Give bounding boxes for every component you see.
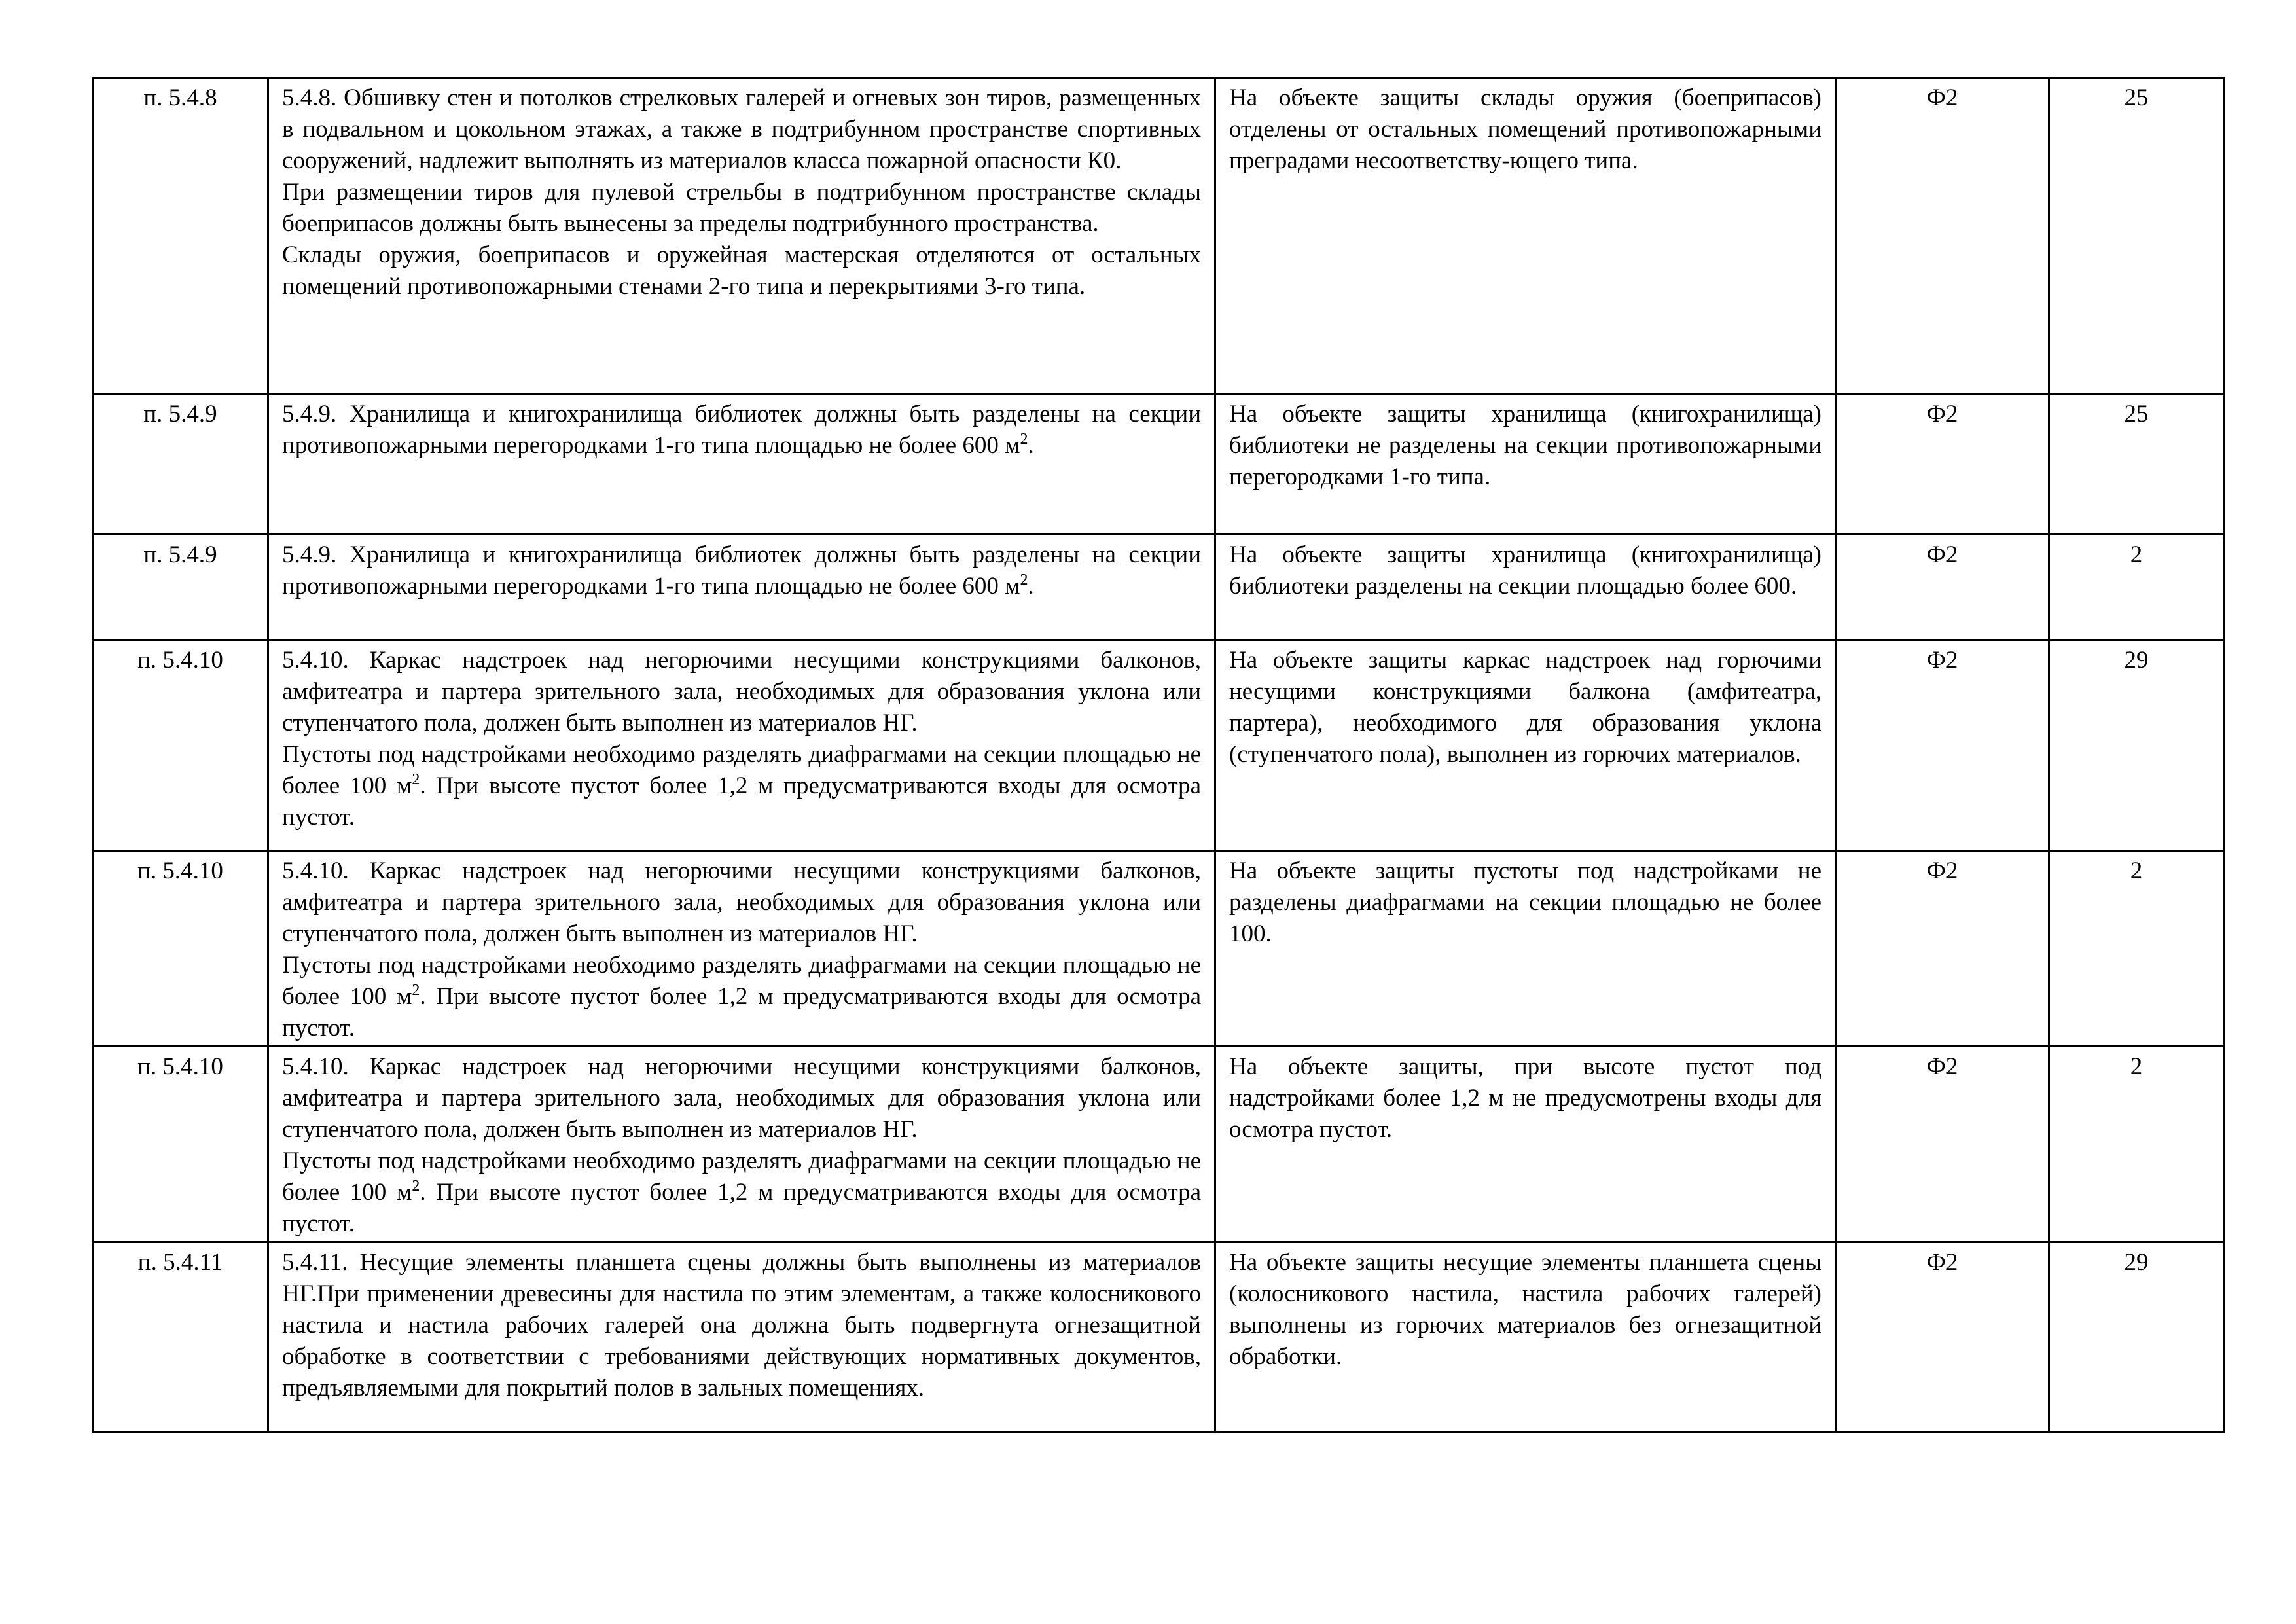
table-row [93,640,2224,851]
requirement-paragraph [282,739,1201,833]
violation-cell [1215,1047,1836,1242]
functional-class: Ф2 [1926,1053,1958,1080]
class-cell [1836,1047,2049,1242]
clause-ref: п. 5.4.10 [137,1053,223,1080]
clause-ref-cell [93,78,268,394]
violation-cell [1215,851,1836,1047]
violation-cell [1215,1242,1836,1432]
requirement-paragraph: 5.4.10. Каркас надстроек над негорючими несущими конструкциями балконов, амфитеатра и партера зрительного зала, необходимых для образования уклона или ступенчатого пола, должен быть выполнен из материалов НГ. [282,1053,1201,1143]
requirement-paragraph: 5.4.8. Обшивку стен и потолков стрелковых галерей и огневых зон тиров, размещенных в подвальном и цокольном этажах, а также в подтрибунном пространстве спортивных сооружений, надлежит выполнять из материалов класса пожарной опасности К0. [282,84,1201,174]
class-cell [1836,640,2049,851]
clause-ref-cell [93,1047,268,1242]
number-cell [2049,640,2224,851]
functional-class: Ф2 [1926,541,1958,568]
clause-ref: п. 5.4.10 [137,857,223,884]
superscript: 2 [412,771,420,788]
table-row [93,1047,2224,1242]
number-value: 25 [2124,84,2149,111]
requirement-text: Пустоты под надстройками необходимо разделять диафрагмами на секции площадью не более 100 м [282,741,1201,799]
table-row [93,394,2224,535]
class-cell [1836,535,2049,640]
requirement-text: Пустоты под надстройками необходимо разделять диафрагмами на секции площадью не более 100 м [282,1147,1201,1206]
violation-text: На объекте защиты каркас надстроек над горючими несущими конструкциями балкона (амфитеатра, партера), необходимого для образования уклона (ступенчатого пола), выполнен из горючих материалов. [1229,647,1821,768]
requirement-text-end: . [1028,432,1034,459]
requirement-paragraph: Склады оружия, боеприпасов и оружейная мастерская отделяются от остальных помещений противопожарными стенами 2-го типа и перекрытиями 3-го типа. [282,242,1201,300]
violation-cell [1215,78,1836,394]
table-row [93,78,2224,394]
clause-ref-cell [93,851,268,1047]
functional-class: Ф2 [1926,401,1958,427]
functional-class: Ф2 [1926,647,1958,674]
number-value: 2 [2130,857,2143,884]
table-row [93,1242,2224,1432]
superscript: 2 [412,982,420,999]
class-cell [1836,851,2049,1047]
number-cell [2049,1242,2224,1432]
functional-class: Ф2 [1926,84,1958,111]
functional-class: Ф2 [1926,857,1958,884]
clause-ref: п. 5.4.11 [137,1249,223,1276]
clause-ref: п. 5.4.8 [143,84,217,111]
number-value: 25 [2124,401,2149,427]
table-row [93,535,2224,640]
number-cell [2049,394,2224,535]
requirements-table [92,77,2225,1433]
requirement-text: 5.4.11. Несущие элементы планшета сцены должны быть выполнены из материалов НГ.При применении древесины для настила по этим элементам, а также колосникового настила и настила рабочих галерей она должна быть подвергнута огнезащитной обработке в соответствии с требованиями действующих нормативных документов, предъявляемыми для покрытий полов в зальных помещениях. [282,1249,1201,1401]
requirement-cell [268,394,1215,535]
requirement-cell [268,1047,1215,1242]
requirement-text-end: . При высоте пустот более 1,2 м предусматриваются входы для осмотра пустот. [282,983,1201,1041]
clause-ref-cell [93,640,268,851]
number-cell [2049,1047,2224,1242]
violation-cell [1215,640,1836,851]
violation-text: На объекте защиты, при высоте пустот под надстройками более 1,2 м не предусмотрены входы для осмотра пустот. [1229,1053,1821,1143]
requirement-cell [268,1242,1215,1432]
clause-ref: п. 5.4.10 [137,647,223,674]
class-cell [1836,78,2049,394]
table-row [93,851,2224,1047]
requirement-cell [268,851,1215,1047]
class-cell [1836,1242,2049,1432]
requirement-text-end: . При высоте пустот более 1,2 м предусматриваются входы для осмотра пустот. [282,1179,1201,1237]
violation-text: На объекте защиты несущие элементы планшета сцены (колосникового настила, настила рабочих галерей) выполнены из горючих материалов без огнезащитной обработки. [1229,1249,1821,1370]
requirement-paragraph [282,950,1201,1044]
requirement-paragraph [282,1146,1201,1240]
violation-text: На объекте защиты склады оружия (боеприпасов) отделены от остальных помещений противопожарными преградами несоответству-ющего типа. [1229,84,1821,174]
number-value: 29 [2124,1249,2149,1276]
requirement-text-end: . [1028,573,1034,600]
number-value: 2 [2130,1053,2143,1080]
number-cell [2049,78,2224,394]
number-value: 29 [2124,647,2149,674]
clause-ref-cell [93,394,268,535]
requirement-paragraph: 5.4.10. Каркас надстроек над негорючими несущими конструкциями балконов, амфитеатра и партера зрительного зала, необходимых для образования уклона или ступенчатого пола, должен быть выполнен из материалов НГ. [282,647,1201,736]
requirement-text: 5.4.9. Хранилища и книгохранилища библиотек должны быть разделены на секции противопожарными перегородками 1-го типа площадью не более 600 м [282,541,1201,600]
requirement-text: Пустоты под надстройками необходимо разделять диафрагмами на секции площадью не более 100 м [282,952,1201,1010]
violation-cell [1215,535,1836,640]
requirement-paragraph: При размещении тиров для пулевой стрельбы в подтрибунном пространстве склады боеприпасов должны быть вынесены за пределы подтрибунного пространства. [282,179,1201,237]
violation-text: На объекте защиты хранилища (книгохранилища) библиотеки разделены на секции площадью более 600. [1229,541,1821,600]
clause-ref: п. 5.4.9 [143,541,217,568]
violation-text: На объекте защиты хранилища (книгохранилища) библиотеки не разделены на секции противопожарными перегородками 1-го типа. [1229,401,1821,490]
class-cell [1836,394,2049,535]
superscript: 2 [1020,571,1028,588]
requirement-text-end: . При высоте пустот более 1,2 м предусматриваются входы для осмотра пустот. [282,772,1201,831]
requirement-cell [268,78,1215,394]
clause-ref-cell [93,535,268,640]
requirement-cell [268,640,1215,851]
requirement-paragraph: 5.4.10. Каркас надстроек над негорючими несущими конструкциями балконов, амфитеатра и партера зрительного зала, необходимых для образования уклона или ступенчатого пола, должен быть выполнен из материалов НГ. [282,857,1201,947]
functional-class: Ф2 [1926,1249,1958,1276]
superscript: 2 [1020,431,1028,448]
violation-text: На объекте защиты пустоты под надстройками не разделены диафрагмами на секции площадью не более 100. [1229,857,1821,947]
violation-cell [1215,394,1836,535]
superscript: 2 [412,1178,420,1195]
requirement-cell [268,535,1215,640]
clause-ref: п. 5.4.9 [143,401,217,427]
requirement-text: 5.4.9. Хранилища и книгохранилища библиотек должны быть разделены на секции противопожарными перегородками 1-го типа площадью не более 600 м [282,401,1201,459]
number-cell [2049,535,2224,640]
clause-ref-cell [93,1242,268,1432]
number-value: 2 [2130,541,2143,568]
number-cell [2049,851,2224,1047]
